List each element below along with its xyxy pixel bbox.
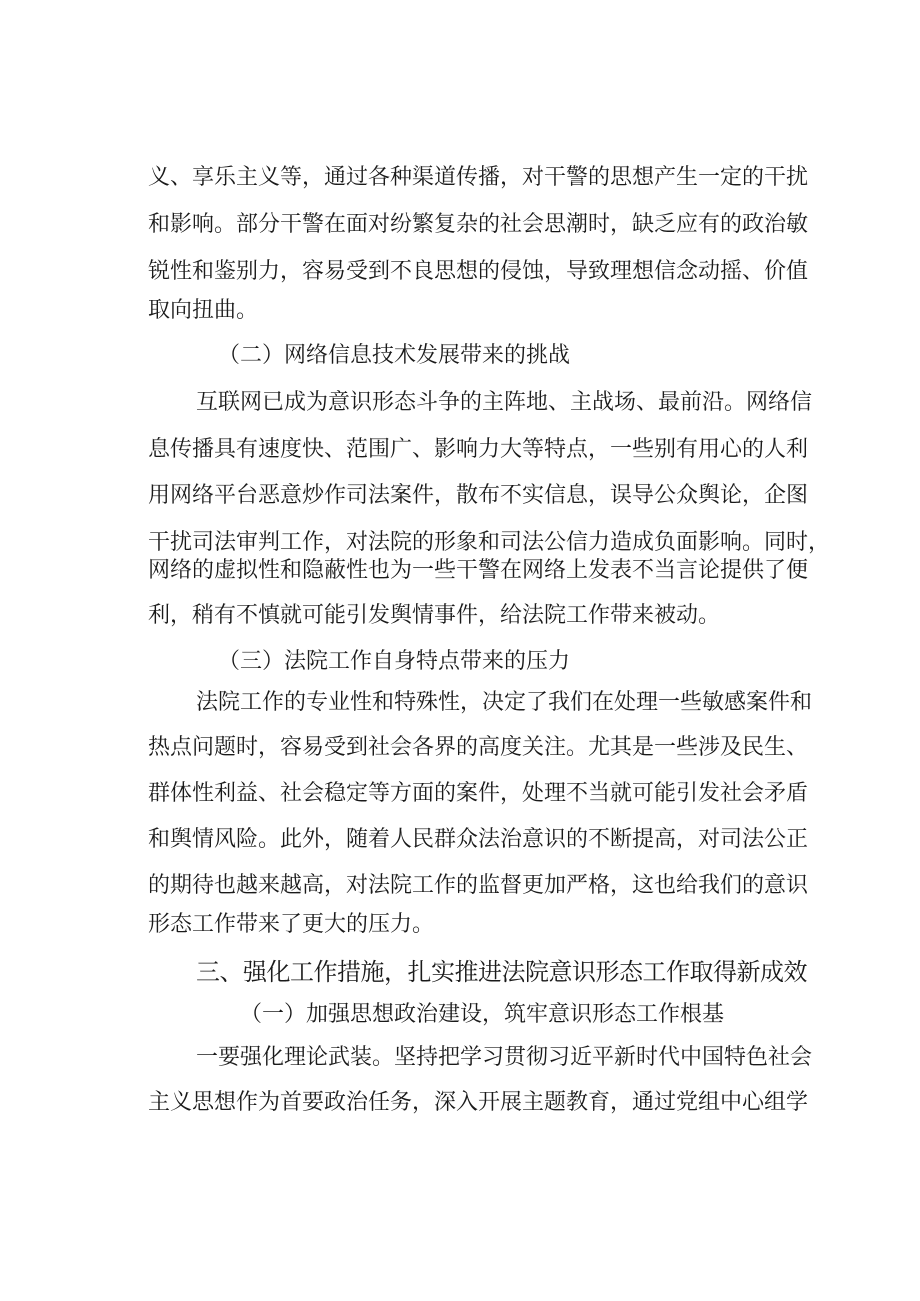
section-subtitle: （三）法院工作自身特点带来的压力	[218, 649, 571, 674]
section-heading: 三、强化工作措施，扎实推进法院意识形态工作取得新成效	[196, 958, 807, 986]
body-text-line: 主义思想作为首要政治任务，深入开展主题教育，通过党组中心组学	[148, 1090, 809, 1115]
body-text-line: 锐性和鉴别力，容易受到不良思想的侵蚀，导致理想信念动摇、价值	[148, 259, 809, 284]
section-subtitle: （二）网络信息技术发展带来的挑战	[218, 343, 571, 368]
body-text-line: 互联网已成为意识形态斗争的主阵地、主战场、最前沿。网络信	[196, 390, 813, 415]
body-text-line: 取向扭曲。	[148, 298, 259, 323]
body-text-line: 和影响。部分干警在面对纷繁复杂的社会思潮时，缺乏应有的政治敏	[148, 212, 809, 237]
body-text-line: 形态工作带来了更大的压力。	[148, 912, 435, 937]
body-text-line: 的期待也越来越高，对法院工作的监督更加严格，这也给我们的意识	[148, 873, 809, 898]
section-subtitle: （一）加强思想政治建设，筑牢意识形态工作根基	[240, 1002, 725, 1027]
body-text-line: 一要强化理论武装。坚持把学习贯彻习近平新时代中国特色社会	[196, 1045, 813, 1070]
body-text-line: 网络的虚拟性和隐蔽性也为一些干警在网络上发表不当言论提供了便	[148, 558, 809, 583]
body-text-line: 干扰司法审判工作，对法院的形象和司法公信力造成负面影响。同时，	[148, 530, 831, 555]
body-text-line: 群体性利益、社会稳定等方面的案件，处理不当就可能引发社会矛盾	[148, 781, 809, 806]
body-text-line: 用网络平台恶意炒作司法案件，散布不实信息，误导公众舆论，企图	[148, 483, 809, 508]
body-text-line: 息传播具有速度快、范围广、影响力大等特点，一些别有用心的人利	[148, 437, 809, 462]
body-text-line: 利，稍有不慎就可能引发舆情事件，给法院工作带来被动。	[148, 603, 721, 628]
body-text-line: 法院工作的专业性和特殊性，决定了我们在处理一些敏感案件和	[196, 690, 813, 715]
body-text-line: 义、享乐主义等，通过各种渠道传播，对干警的思想产生一定的干扰	[148, 165, 809, 190]
body-text-line: 热点问题时，容易受到社会各界的高度关注。尤其是一些涉及民生、	[148, 735, 809, 760]
body-text-line: 和舆情风险。此外，随着人民群众法治意识的不断提高，对司法公正	[148, 827, 809, 852]
